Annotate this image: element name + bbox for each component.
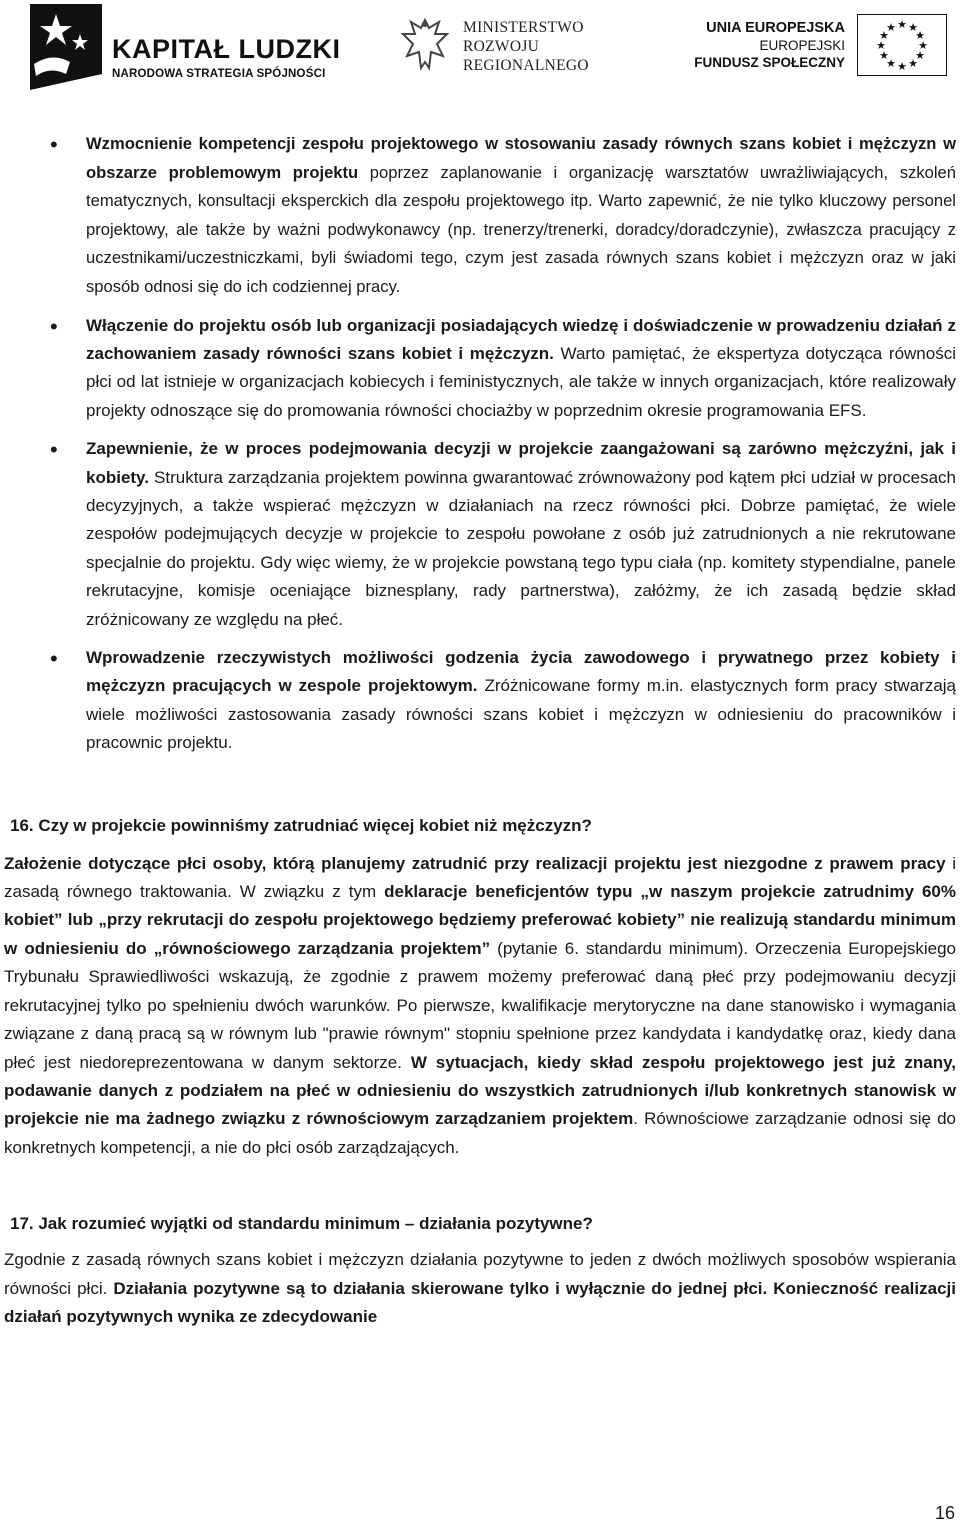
answer-text: (pytanie 6. standardu minimum). Orzeczenia Europejskiego Trybunału Sprawiedliwości wskazują, że zgodnie z prawem możemy preferować daną płeć przy podejmowaniu decyzji rekrutacyjnej tylko po spełnieniu dwóch warunków. Po pierwsze, kwalifikacje merytoryczne na dane stanowisko i wymagania związane z daną pracą są w równym lub "prawie równym" stopniu spełnione przez kandydata i kandydatkę oraz, kiedy dana płeć jest niedoreprezentowana w danym sektorze. <box>4 938 956 1072</box>
ministry-logo <box>395 12 625 82</box>
page-number: 16 <box>934 1503 955 1523</box>
answer-text: . Równościowe zarządzanie odnosi się do konkretnych kompetencji, a nie do płci osób zarządzających. <box>4 1109 956 1157</box>
list-item <box>0 130 960 302</box>
kapital-ludzki-logo <box>22 4 352 94</box>
svg-text:★: ★ <box>886 21 896 34</box>
bullet-icon: • <box>50 646 58 672</box>
svg-text:★: ★ <box>915 49 925 62</box>
bullet-bold: Wzmocnienie kompetencji zespołu projektowego w stosowaniu zasady równych szans kobiet i mężczyzn w obszarze problemowym projektu <box>86 134 956 182</box>
eagle-emblem-icon <box>395 12 455 82</box>
bullet-text: Struktura zarządzania projektem powinna gwarantować zrównoważony pod kątem płci udział w procesach decyzyjnych, a także wspierać mężczyzn w działaniach na rzecz równości płci. Dobrze pamiętać, że wiele zespołów podejmujących decyzje w projekcie to zespołu powołane z osób już zatrudnionych a nie rekrutowane specjalnie do projektu. Gdy więc wiemy, że w projekcie powstaną tego typu ciała (np. komitety stypendialne, panele rekrutacyjne, komisje oceniające biznesplany, rady partnerstwa), załóżmy, że ich zasadą będzie skład zróżnicowany ze względu na płeć. <box>86 467 956 629</box>
svg-text:★: ★ <box>897 60 907 73</box>
list-item <box>0 435 960 634</box>
answer-bold: Działania pozytywne są to działania skierowane tylko i wyłącznie do jednej płci. Konieczność realizacji działań pozytywnych wynika ze zdecydowanie <box>4 1278 956 1326</box>
bullet-bold: Zapewnienie, że w proces podejmowania decyzji w projekcie zaangażowani są zarówno mężczyźni, jak i kobiety. <box>86 439 956 487</box>
eu-line-3: FUNDUSZ SPOŁECZNY <box>694 55 845 70</box>
svg-text:★: ★ <box>876 39 886 52</box>
eu-line-1: UNIA EUROPEJSKA <box>706 20 845 36</box>
eu-stars-flag-icon <box>857 14 947 76</box>
page-content <box>0 130 960 1331</box>
kapital-ludzki-emblem-icon <box>22 4 104 92</box>
bullet-bold: Włączenie do projektu osób lub organizacji posiadających wiedzę i doświadczenie w prowadzeniu działań z zachowaniem zasady równości szans kobiet i mężczyzn. <box>86 315 956 363</box>
answer-text: Zgodnie z zasadą równych szans kobiet i mężczyzn działania pozytywne to jeden z dwóch możliwych sposobów wspierania równości płci. <box>4 1250 956 1298</box>
ministry-name <box>463 18 589 75</box>
svg-text:★: ★ <box>897 18 907 31</box>
kl-subtitle: NARODOWA STRATEGIA SPÓJNOŚCI <box>112 68 326 80</box>
bullet-icon: • <box>50 437 58 463</box>
ministry-line-3: REGIONALNEGO <box>463 57 589 74</box>
question-16-title: 16. Czy w projekcie powinniśmy zatrudniać więcej kobiet niż mężczyzn? <box>10 815 592 835</box>
bullet-text: poprzez zaplanowanie i organizację warsztatów uwrażliwiających, szkoleń tematycznych, konsultacji eksperckich dla zespołu projektowego itp. Warto zapewnić, że nie tylko kluczowy personel projektowy, ale także by ważni podwykonawcy (np. trenerzy/trenerki, doradcy/doradczynie), zwłaszcza pracujący z uczestnikami/uczestniczkami, byli świadomi tego, czym jest zasada równych szans kobiet i mężczyzn oraz w jaki sposób odnosi się do ich codziennej pracy. <box>86 162 956 296</box>
bullet-text: Warto pamiętać, że ekspertyza dotycząca równości płci od lat istnieje w organizacjach kobiecych i feministycznych, ale także w innych organizacjach, które realizowały projekty odnoszące się do promowania równości chociażby w poprzednim okresie programowania EFS. <box>86 343 956 420</box>
answer-bold: W sytuacjach, kiedy skład zespołu projektowego jest już znany, podawanie danych z podziałem na płeć w odniesieniu do wszystkich zatrudnionych i/lub konkretnych stanowisk w projekcie nie ma żadnego związku z równościowym zarządzaniem projektem <box>4 1052 956 1129</box>
svg-text:★: ★ <box>879 49 889 62</box>
kl-title: KAPITAŁ LUDZKI <box>112 34 341 64</box>
svg-text:★: ★ <box>915 29 925 42</box>
bullet-bold: Wprowadzenie rzeczywistych możliwości godzenia życia zawodowego i prywatnego przez kobiety i mężczyzn pracujących w zespole projektowym. <box>86 648 956 696</box>
bullet-list <box>0 130 960 758</box>
svg-text:★: ★ <box>918 39 928 52</box>
svg-text:★: ★ <box>908 57 918 70</box>
eu-line-2: EUROPEJSKI <box>759 38 845 53</box>
question-17-title: 17. Jak rozumieć wyjątki od standardu minimum – działania pozytywne? <box>10 1214 593 1234</box>
question-17-answer <box>0 1246 960 1331</box>
page-header <box>0 0 960 100</box>
svg-text:★: ★ <box>908 21 918 34</box>
eu-text <box>665 20 845 71</box>
answer-bold: deklaracje beneficjentów typu „w naszym projekcie zatrudnimy 60% kobiet” lub „przy rekrutacji do zespołu projektowego będziemy preferować kobiety” nie realizują standardu minimum w odniesieniu do „równościowego zarządzania projektem” <box>4 882 956 958</box>
list-item <box>0 312 960 426</box>
bullet-text: Zróżnicowane formy m.in. elastycznych form pracy stwarzają wiele możliwości zastosowania zasady równości szans kobiet i mężczyzn w odniesieniu do pracowników i pracownic projektu. <box>86 676 957 753</box>
ministry-line-2: ROZWOJU <box>463 38 540 55</box>
question-16-answer <box>0 850 960 1162</box>
bullet-icon: • <box>50 313 58 339</box>
bullet-icon: • <box>50 132 58 157</box>
svg-text:★: ★ <box>879 29 889 42</box>
list-item <box>0 644 960 758</box>
answer-bold: Założenie dotyczące płci osoby, którą planujemy zatrudnić przy realizacji projektu jest niezgodne z prawem pracy <box>4 853 946 873</box>
ministry-line-1: MINISTERSTWO <box>463 19 584 36</box>
svg-text:★: ★ <box>886 57 896 70</box>
eu-logo <box>665 12 955 82</box>
answer-text: i zasadą równego traktowania. W związku z tym <box>4 853 957 902</box>
